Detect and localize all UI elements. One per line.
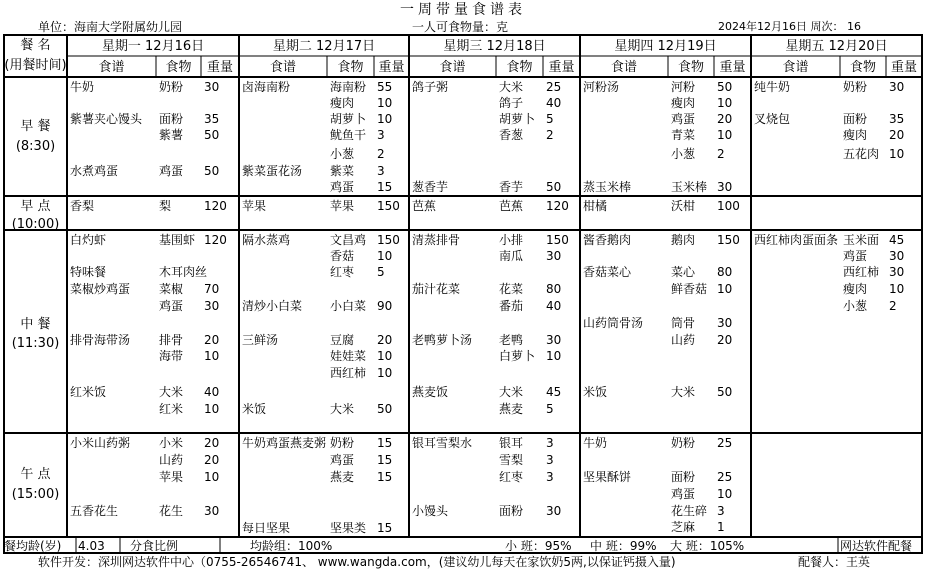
day-header-2: 星期二 12月17日 [272,39,376,54]
food-name: 红枣 [499,470,524,484]
weight-value: 3 [377,164,385,178]
food-name: 芭蕉 [499,199,524,213]
food-name: 小米 [159,436,184,450]
weight-value: 5 [546,112,554,126]
food-name: 鱿鱼干 [330,128,367,142]
weight-value: 30 [889,265,905,279]
food-name: 瘦肉 [843,282,868,296]
dish-name: 菜椒炒鸡蛋 [70,282,131,296]
dish-name: 特味餐 [70,265,107,279]
food-name: 红枣 [330,265,355,279]
weight-value: 30 [546,333,562,347]
food-name: 西红柿 [330,366,367,380]
food-name: 燕麦 [330,470,355,484]
food-name: 鸡蛋 [671,487,696,501]
weight-value: 30 [717,316,733,330]
food-name: 瘦肉 [843,128,868,142]
meal-time: (15:00) [11,487,60,502]
weight-value: 15 [377,521,393,535]
dish-name: 牛奶 [70,80,95,94]
weight-value: 30 [889,80,905,94]
food-name: 番茄 [499,299,524,313]
dish-name: 小米山药粥 [70,436,131,450]
food-name: 面粉 [671,470,696,484]
food-name: 鸡蛋 [330,180,355,194]
weight-value: 50 [204,164,220,178]
food-name: 鸡蛋 [159,164,184,178]
weight-value: 1 [717,520,725,534]
food-name: 鸡蛋 [843,249,868,263]
dish-name: 水煮鸡蛋 [70,164,119,178]
dish-name: 每日坚果 [242,521,291,535]
weight-value: 20 [204,436,220,450]
col-header-weight: 重量 [206,60,233,75]
dish-name: 卤海南粉 [242,80,291,94]
weight-value: 40 [546,299,562,313]
food-name: 面粉 [499,504,524,518]
weight-value: 10 [889,147,905,161]
brand-label: 网达软件配餐 [840,539,913,553]
col-header-dish: 食谱 [610,60,637,75]
weight-value: 3 [546,470,554,484]
weight-value: 70 [204,282,220,296]
weight-value: 3 [546,453,554,467]
food-name: 奶粉 [159,80,184,94]
weight-value: 5 [377,265,385,279]
dish-name: 老鸭萝卜汤 [412,333,473,347]
dish-name: 红米饭 [70,385,107,399]
weight-value: 30 [204,80,220,94]
food-name: 银耳 [499,436,524,450]
weight-value: 10 [377,349,393,363]
food-name: 苹果 [330,199,355,213]
dish-name: 酱香鹅肉 [583,233,632,247]
food-name: 鸡蛋 [671,112,696,126]
dish-name: 隔水蒸鸡 [242,233,291,247]
meal-time-header: (用餐时间) [4,58,67,73]
dish-name: 米饭 [583,385,608,399]
food-name: 小葱 [671,147,696,161]
food-name: 河粉 [671,80,696,94]
unit-label: 单位：海南大学附属幼儿园 [38,20,183,34]
dish-name: 鸽子粥 [412,80,449,94]
weight-value: 150 [377,233,400,247]
weight-value: 40 [204,385,220,399]
food-name: 玉米棒 [671,180,708,194]
weight-value: 20 [717,333,733,347]
food-name: 小排 [499,233,524,247]
weight-value: 10 [377,366,393,380]
weight-value: 90 [377,299,393,313]
food-name: 香菇 [330,249,355,263]
dish-name: 紫菜蛋花汤 [242,164,303,178]
food-name: 面粉 [843,112,868,126]
col-header-weight: 重量 [378,60,405,75]
dish-name: 银耳雪梨水 [412,436,473,450]
food-name: 五花肉 [843,147,880,161]
dish-name: 纯牛奶 [754,80,791,94]
weight-value: 50 [204,128,220,142]
food-name: 花生 [159,504,184,518]
food-name: 菜心 [671,265,696,279]
weight-value: 2 [717,147,725,161]
food-name: 小葱 [330,147,355,161]
weight-value: 100 [717,199,740,213]
meal-label: 早 点 [20,199,51,214]
dish-name: 苹果 [242,199,267,213]
dish-name: 茄汁花菜 [412,282,461,296]
food-name: 文昌鸡 [330,233,367,247]
food-name: 大米 [499,80,524,94]
food-name: 玉米面 [843,233,880,247]
col-header-dish: 食谱 [782,60,809,75]
dish-name: 牛奶 [583,436,608,450]
food-name: 胡萝卜 [499,112,536,126]
food-name: 瘦肉 [330,96,355,110]
weight-value: 50 [546,180,562,194]
food-name: 奶粉 [671,436,696,450]
page-title: 一周带量食谱表 [400,2,526,18]
weight-value: 150 [377,199,400,213]
day-header-5: 星期五 12月20日 [785,39,888,54]
weight-value: 150 [717,233,740,247]
weight-value: 35 [889,112,905,126]
food-name: 苹果 [159,470,184,484]
weight-value: 10 [717,96,733,110]
weight-value: 20 [717,112,733,126]
dish-name: 牛奶鸡蛋燕麦粥 [242,436,327,450]
weight-value: 25 [717,470,733,484]
weight-value: 10 [889,282,905,296]
dish-name: 三鲜汤 [242,333,279,347]
dish-name: 米饭 [242,402,267,416]
food-name: 小葱 [843,299,868,313]
food-name: 紫菜 [330,164,355,178]
food-name: 小白菜 [330,299,367,313]
food-name: 坚果类 [330,521,367,535]
middle-class-ratio: 中 班：99% [590,539,657,553]
weight-value: 10 [717,282,733,296]
weight-value: 2 [377,147,385,161]
col-header-dish: 食谱 [269,60,296,75]
meal-label: 午 点 [20,467,51,482]
food-name: 海南粉 [330,80,367,94]
col-header-weight: 重量 [548,60,575,75]
weight-value: 30 [546,504,562,518]
food-name: 排骨 [159,333,184,347]
weight-value: 15 [377,436,393,450]
weight-value: 3 [377,128,385,142]
food-name: 山药 [671,333,696,347]
weight-value: 25 [717,436,733,450]
food-name: 花菜 [499,282,524,296]
food-name: 大米 [671,385,696,399]
weight-value: 10 [377,249,393,263]
weight-value: 30 [204,299,220,313]
dish-name: 柑橘 [583,199,608,213]
food-name: 海带 [159,349,184,363]
dish-name: 坚果酥饼 [583,470,632,484]
ratio-label: 分食比例 [130,539,179,553]
food-name: 芝麻 [671,520,696,534]
weight-value: 15 [377,453,393,467]
dish-name: 小馒头 [412,504,449,518]
food-name: 西红柿 [843,265,880,279]
food-name: 雪梨 [499,453,524,467]
weight-value: 120 [204,233,227,247]
food-name: 紫薯 [159,128,184,142]
meal-label: 中 餐 [20,317,51,332]
food-name: 菜椒 [159,282,184,296]
weight-value: 120 [204,199,227,213]
weight-value: 10 [717,487,733,501]
weight-value: 30 [717,180,733,194]
food-name: 鲜香菇 [671,282,708,296]
weight-value: 20 [204,333,220,347]
dish-name: 香菇菜心 [583,265,632,279]
per-person-label: 一人可食物量：克 [412,20,509,34]
dish-name: 紫薯夹心馒头 [70,112,143,126]
food-name: 奶粉 [843,80,868,94]
weight-value: 50 [377,402,393,416]
date-week-label: 2024年12月16日 周次： 16 [718,20,861,33]
weight-value: 15 [377,470,393,484]
dish-name: 白灼虾 [70,233,107,247]
weight-value: 50 [717,80,733,94]
large-class-ratio: 大 班：105% [670,539,745,553]
meal-name-header: 餐 名 [20,38,51,53]
food-name: 娃娃菜 [330,349,367,363]
food-name: 鹅肉 [671,233,696,247]
weight-value: 35 [204,112,220,126]
meal-time: (10:00) [11,217,60,232]
col-header-dish: 食谱 [98,60,125,75]
weight-value: 3 [717,504,725,518]
col-header-food: 食物 [849,60,876,75]
weight-value: 30 [204,504,220,518]
avg-group-ratio: 均龄组：100% [250,539,333,553]
food-name: 面粉 [159,112,184,126]
food-name: 梨 [159,199,172,213]
dish-name: 五香花生 [70,504,119,518]
col-header-weight: 重量 [719,60,746,75]
food-name: 沃柑 [671,199,696,213]
weight-value: 20 [889,128,905,142]
dish-name: 叉烧包 [754,112,791,126]
day-header-4: 星期四 12月19日 [614,39,717,54]
dish-name: 西红柿肉蛋面条 [754,233,839,247]
weight-value: 40 [546,96,562,110]
age-label: 餐均龄(岁) [4,539,62,553]
day-header-1: 星期一 12月16日 [101,39,205,54]
weight-value: 2 [546,128,554,142]
food-name: 鸡蛋 [159,299,184,313]
dish-name: 河粉汤 [583,80,620,94]
food-name: 木耳肉丝 [159,265,208,279]
food-name: 豆腐 [330,333,355,347]
weight-value: 20 [377,333,393,347]
food-name: 青菜 [671,128,696,142]
food-name: 基围虾 [159,233,196,247]
dish-name: 清炒小白菜 [242,299,303,313]
weight-value: 5 [546,402,554,416]
food-name: 香葱 [499,128,524,142]
dish-name: 香梨 [70,199,95,213]
dish-name: 燕麦饭 [412,385,449,399]
col-header-food: 食物 [337,60,364,75]
weight-value: 15 [377,180,393,194]
meal-time: (11:30) [11,336,60,351]
weight-value: 30 [546,249,562,263]
weight-value: 45 [889,233,905,247]
weight-value: 80 [717,265,733,279]
dish-name: 蒸玉米棒 [583,180,632,194]
weight-value: 45 [546,385,562,399]
weight-value: 10 [546,349,562,363]
col-header-weight: 重量 [890,60,917,75]
meal-label: 早 餐 [20,119,51,134]
food-name: 大米 [330,402,355,416]
weight-value: 2 [889,299,897,313]
food-name: 瘦肉 [671,96,696,110]
food-name: 南瓜 [499,249,524,263]
food-name: 花生碎 [671,504,708,518]
footer-developer: 软件开发：深圳网达软件中心（0755-26546741、 www.wangda.com，(建议幼儿每天在家饮奶5两,以保证钙摄入量) [38,555,676,569]
col-header-food: 食物 [677,60,704,75]
footer-planner: 配餐人：王英 [798,555,871,569]
food-name: 鸽子 [499,96,524,110]
dish-name: 山药筒骨汤 [583,316,644,330]
dish-name: 排骨海带汤 [70,333,131,347]
weight-value: 30 [889,249,905,263]
food-name: 鸡蛋 [330,453,355,467]
food-name: 红米 [159,402,184,416]
weight-value: 10 [377,96,393,110]
weight-value: 55 [377,80,393,94]
food-name: 白萝卜 [499,349,536,363]
col-header-food: 食物 [165,60,192,75]
food-name: 筒骨 [671,316,696,330]
meal-time: (8:30) [15,139,56,154]
food-name: 胡萝卜 [330,112,367,126]
weight-value: 10 [377,112,393,126]
weight-value: 80 [546,282,562,296]
weight-value: 10 [204,402,220,416]
food-name: 老鸭 [499,333,524,347]
col-header-dish: 食谱 [439,60,466,75]
food-name: 香芋 [499,180,524,194]
food-name: 奶粉 [330,436,355,450]
food-name: 燕麦 [499,402,524,416]
dish-name: 葱香芋 [412,180,449,194]
food-name: 山药 [159,453,184,467]
weight-value: 150 [546,233,569,247]
weight-value: 25 [546,80,562,94]
weight-value: 3 [546,436,554,450]
weight-value: 10 [204,349,220,363]
small-class-ratio: 小 班：95% [505,539,572,553]
weight-value: 120 [546,199,569,213]
weight-value: 10 [204,470,220,484]
dish-name: 芭蕉 [412,199,437,213]
food-name: 大米 [499,385,524,399]
weight-value: 20 [204,453,220,467]
age-value: 4.03 [78,539,105,553]
col-header-food: 食物 [506,60,533,75]
weight-value: 10 [717,128,733,142]
food-name: 大米 [159,385,184,399]
weight-value: 50 [717,385,733,399]
day-header-3: 星期三 12月18日 [443,39,546,54]
dish-name: 清蒸排骨 [412,233,461,247]
